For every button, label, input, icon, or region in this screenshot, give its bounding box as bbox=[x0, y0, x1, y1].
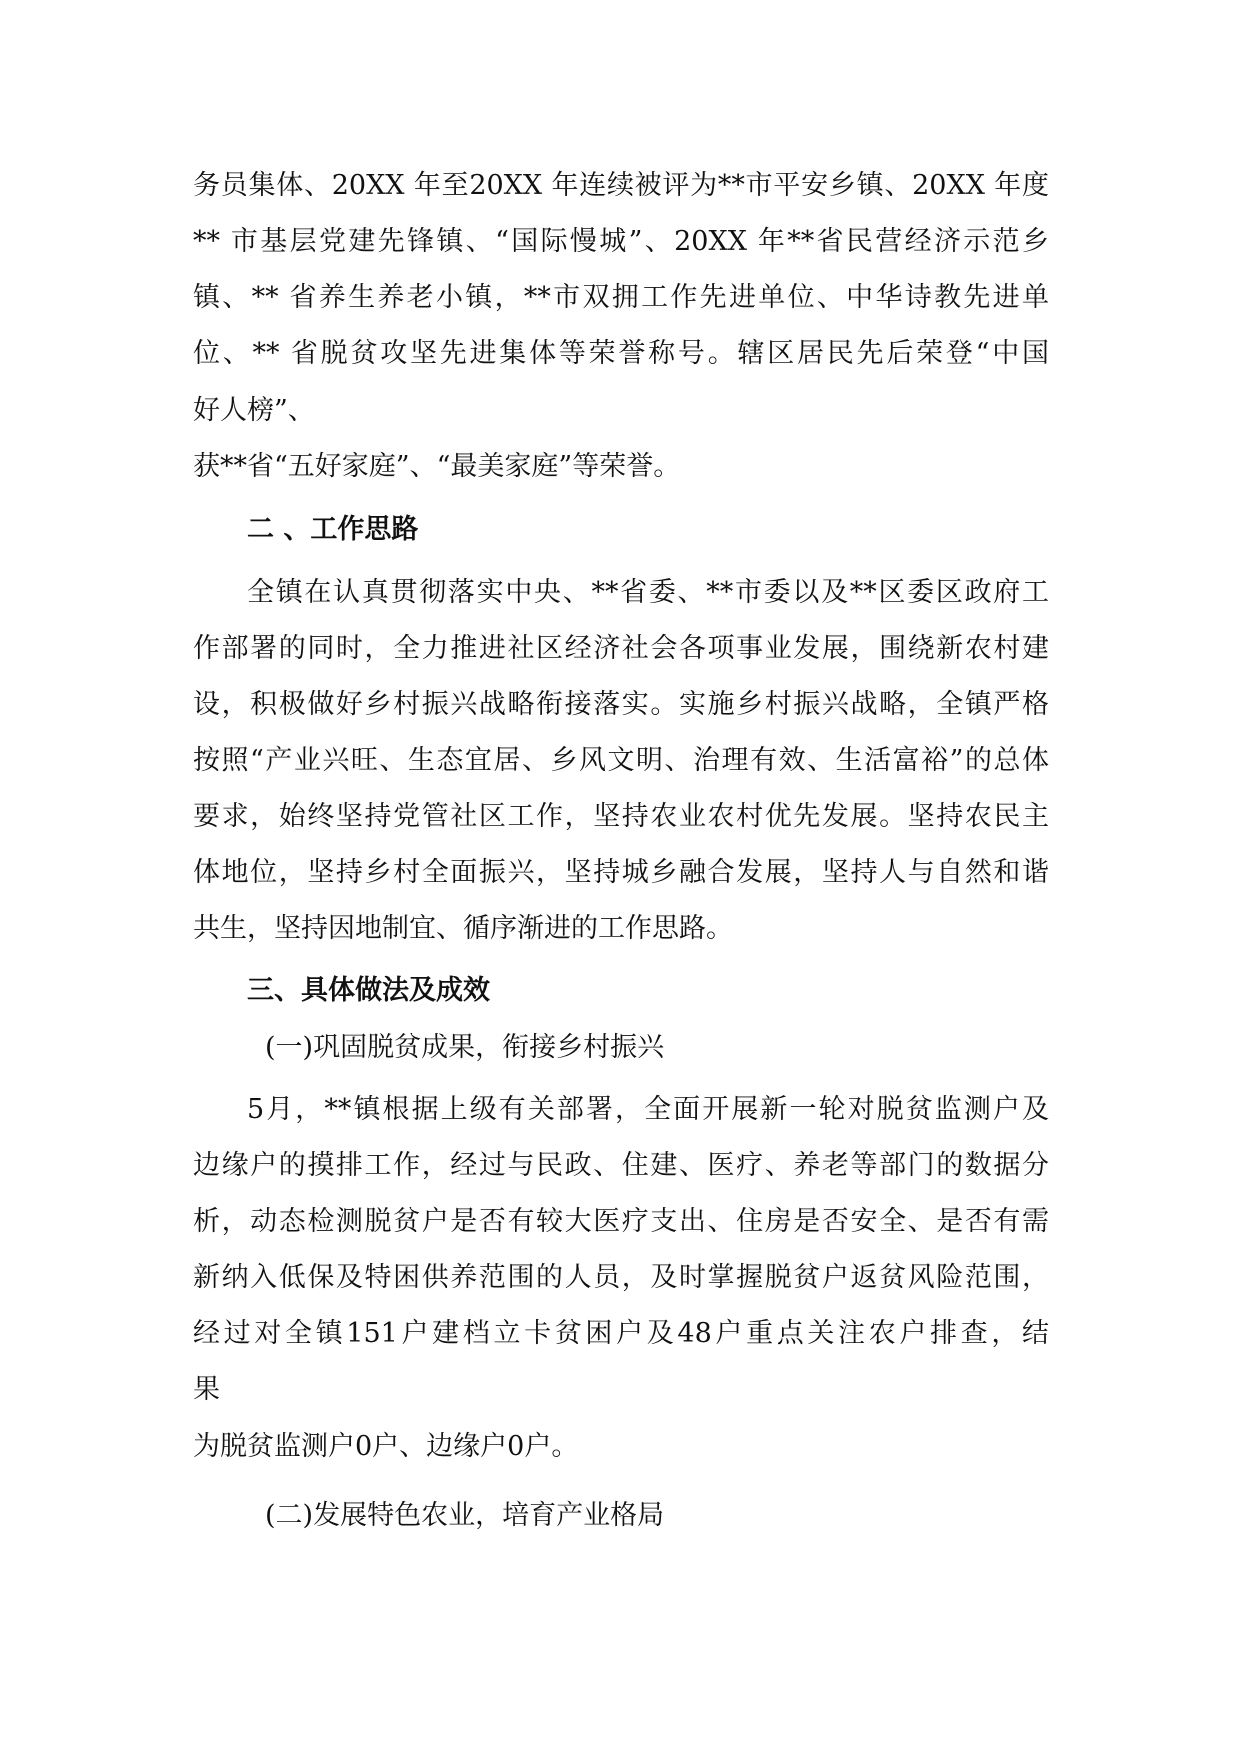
paragraph-line: 新纳入低保及特困供养范围的人员，及时掌握脱贫户返贫风险范围， bbox=[193, 1262, 1049, 1293]
paragraph-line: 好人榜”、 bbox=[193, 395, 315, 426]
paragraph-line: 果 bbox=[193, 1374, 220, 1405]
paragraph-line: 作部署的同时，全力推进社区经济社会各项事业发展，围绕新农村建 bbox=[193, 633, 1049, 664]
paragraph-line: 要求，始终坚持党管社区工作，坚持农业农村优先发展。坚持农民主 bbox=[193, 801, 1049, 832]
paragraph-line: ** 市基层党建先锋镇、“国际慢城”、20XX 年**省民营经济示范乡 bbox=[193, 226, 1049, 257]
paragraph-line: 5月，**镇根据上级有关部署，全面开展新一轮对脱贫监测户及 bbox=[247, 1094, 1049, 1125]
paragraph-line: 获**省“五好家庭”、“最美家庭”等荣誉。 bbox=[193, 451, 681, 482]
paragraph-line: 共生，坚持因地制宜、循序渐进的工作思路。 bbox=[193, 913, 733, 944]
paragraph-line: 务员集体、20XX 年至20XX 年连续被评为**市平安乡镇、20XX 年度 bbox=[193, 170, 1049, 201]
subsection-heading: (二)发展特色农业，培育产业格局 bbox=[265, 1500, 665, 1531]
subsection-heading: (一)巩固脱贫成果，衔接乡村振兴 bbox=[265, 1032, 665, 1063]
paragraph-line: 边缘户的摸排工作，经过与民政、住建、医疗、养老等部门的数据分 bbox=[193, 1150, 1049, 1181]
paragraph-line: 位、** 省脱贫攻坚先进集体等荣誉称号。辖区居民先后荣登“中国 bbox=[193, 338, 1049, 369]
paragraph-line: 为脱贫监测户0户、边缘户0户。 bbox=[193, 1431, 579, 1462]
paragraph-line: 全镇在认真贯彻落实中央、**省委、**市委以及**区委区政府工 bbox=[247, 577, 1049, 608]
paragraph-line: 按照“产业兴旺、生态宜居、乡风文明、治理有效、生活富裕”的总体 bbox=[193, 745, 1049, 776]
section-heading: 三、具体做法及成效 bbox=[247, 975, 490, 1006]
paragraph-line: 镇、** 省养生养老小镇，**市双拥工作先进单位、中华诗教先进单 bbox=[193, 282, 1049, 313]
paragraph-line: 经过对全镇151户建档立卡贫困户及48户重点关注农户排查，结 bbox=[193, 1318, 1049, 1349]
paragraph-line: 析，动态检测脱贫户是否有较大医疗支出、住房是否安全、是否有需 bbox=[193, 1206, 1049, 1237]
section-heading: 二 、工作思路 bbox=[247, 514, 419, 545]
paragraph-line: 体地位，坚持乡村全面振兴，坚持城乡融合发展，坚持人与自然和谐 bbox=[193, 857, 1049, 888]
paragraph-line: 设，积极做好乡村振兴战略衔接落实。实施乡村振兴战略，全镇严格 bbox=[193, 689, 1049, 720]
